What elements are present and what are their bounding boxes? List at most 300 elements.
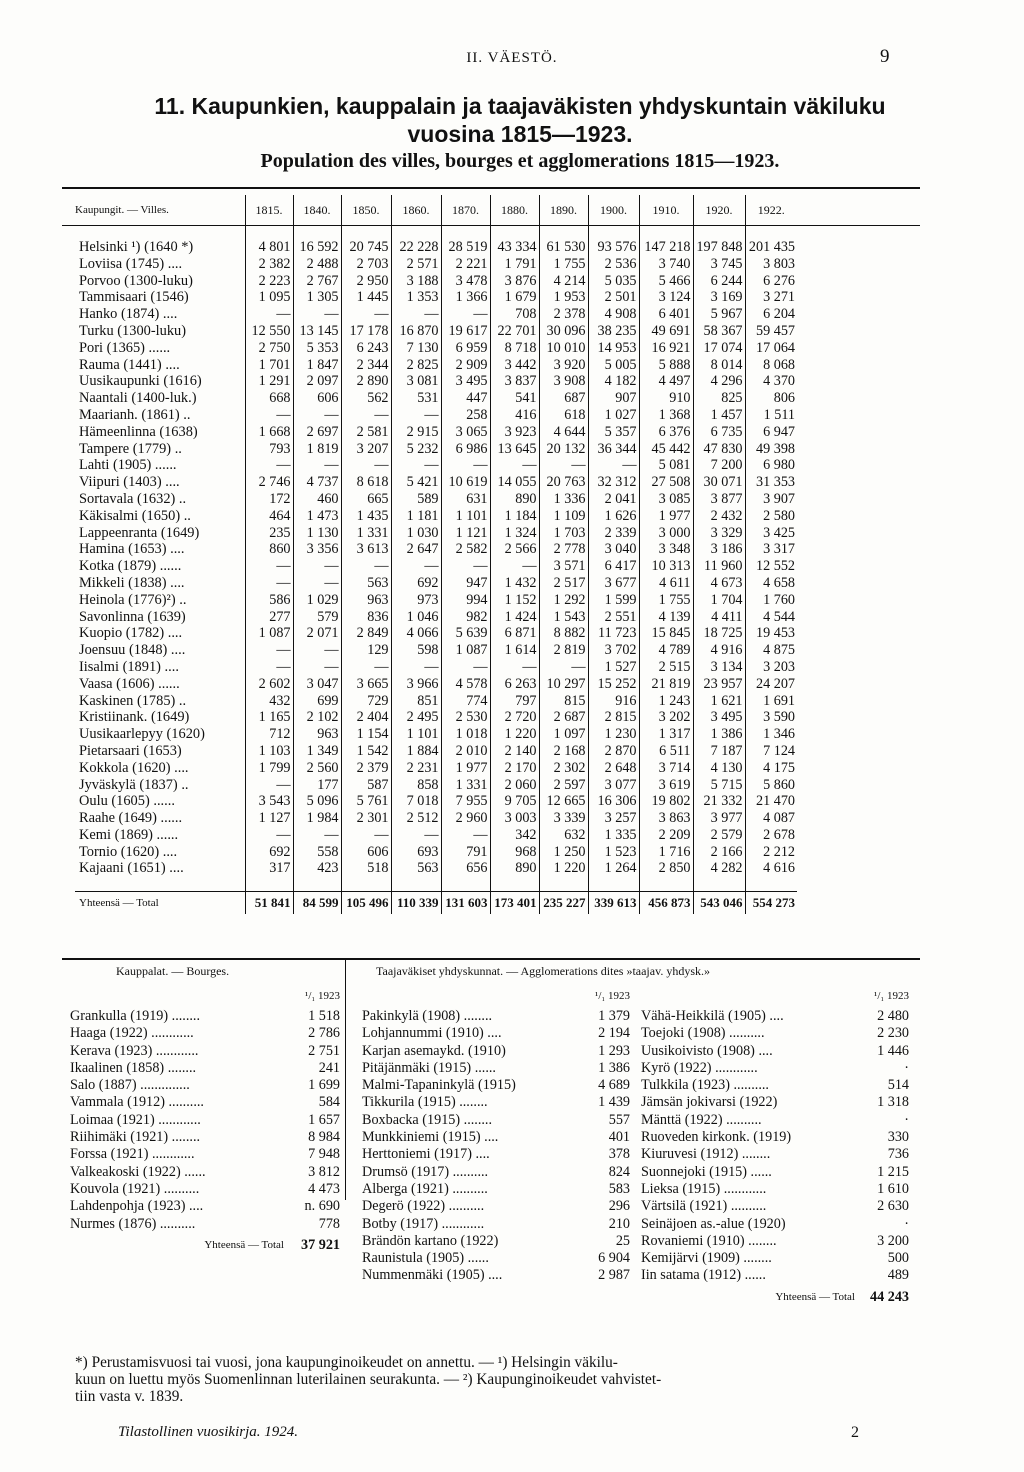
section-divider xyxy=(345,960,346,1200)
population-cell: 1 220 xyxy=(539,860,588,877)
population-value: · xyxy=(904,1059,909,1076)
population-cell: 729 xyxy=(341,693,391,710)
population-cell: 963 xyxy=(293,726,341,743)
population-cell: 2 819 xyxy=(539,642,588,659)
list-item xyxy=(641,1198,911,1215)
population-value: 2 987 xyxy=(598,1267,630,1284)
population-cell: 47 830 xyxy=(693,441,745,458)
population-cell: 3 000 xyxy=(639,525,693,542)
total-value: 37 921 xyxy=(300,1237,340,1254)
population-cell: 416 xyxy=(490,407,539,424)
population-cell: 1 445 xyxy=(341,289,391,306)
list-item xyxy=(362,1008,632,1025)
population-cell: 1 103 xyxy=(245,743,293,760)
population-cell: 5 035 xyxy=(588,273,639,290)
population-cell: 586 xyxy=(245,592,293,609)
column-header-year: 1860. xyxy=(391,195,441,225)
date-header-row xyxy=(641,986,911,1008)
place-name: Alberga (1921) .......... xyxy=(362,1180,488,1197)
population-cell: 1 668 xyxy=(245,424,293,441)
total-cell: 105 496 xyxy=(341,892,391,915)
list-item xyxy=(641,1267,911,1284)
population-value: 1 293 xyxy=(598,1042,630,1059)
population-cell: 3 356 xyxy=(293,541,341,558)
population-value: 2 786 xyxy=(308,1025,340,1042)
bourges-heading: Kauppalat. — Bourges. xyxy=(116,964,230,978)
population-cell: 197 848 xyxy=(693,239,745,256)
total-cell: 110 339 xyxy=(391,892,441,915)
place-name: Loimaa (1921) ............ xyxy=(70,1111,201,1128)
list-item xyxy=(641,1025,911,1042)
population-cell: 973 xyxy=(391,592,441,609)
place-name: Rovaniemi (1910) ........ xyxy=(641,1232,777,1249)
place-name: Forssa (1921) ............ xyxy=(70,1146,195,1163)
city-name: Tornio (1620) .... xyxy=(79,843,178,860)
list-item xyxy=(362,1198,632,1215)
population-cell: 2 517 xyxy=(539,575,588,592)
total-cell: 173 401 xyxy=(490,892,539,915)
population-cell: 235 xyxy=(245,525,293,542)
spacer-cell xyxy=(75,225,245,239)
population-cell: 2 687 xyxy=(539,709,588,726)
city-name: Pietarsaari (1653) xyxy=(79,742,182,759)
population-cell: 2 166 xyxy=(693,844,745,861)
population-cell: 4 616 xyxy=(745,860,797,877)
population-cell: 4 087 xyxy=(745,810,797,827)
city-name: Kokkola (1620) .... xyxy=(79,759,189,776)
list-item xyxy=(641,1181,911,1198)
population-cell: 2 581 xyxy=(341,424,391,441)
population-cell: 3 677 xyxy=(588,575,639,592)
population-cell: 2 515 xyxy=(639,659,693,676)
population-cell: 1 701 xyxy=(245,357,293,374)
population-cell: 1 819 xyxy=(293,441,341,458)
place-name: Kemijärvi (1909) ........ xyxy=(641,1250,772,1267)
population-cell: 1 046 xyxy=(391,609,441,626)
population-cell: 890 xyxy=(490,491,539,508)
city-name: Hamina (1653) .... xyxy=(79,541,185,558)
population-cell: 1 243 xyxy=(639,693,693,710)
spacer-cell xyxy=(245,877,293,892)
population-cell: 6 204 xyxy=(745,306,797,323)
place-name: Seinäjoen as.-alue (1920) xyxy=(641,1215,786,1232)
population-cell: 3 714 xyxy=(639,760,693,777)
population-value: 584 xyxy=(318,1094,340,1111)
population-cell: 791 xyxy=(441,844,490,861)
city-name: Joensuu (1848) .... xyxy=(79,642,186,659)
city-name: Kemi (1869) ...... xyxy=(79,826,179,843)
population-value: 2 751 xyxy=(308,1042,340,1059)
city-name: Loviisa (1745) .... xyxy=(79,255,183,272)
date-header: ¹/₁ 1923 xyxy=(305,990,340,1003)
population-cell: 15 252 xyxy=(588,676,639,693)
population-cell: 2 551 xyxy=(588,609,639,626)
population-cell: 58 367 xyxy=(693,323,745,340)
population-cell: 12 550 xyxy=(245,323,293,340)
population-cell: — xyxy=(391,827,441,844)
population-cell: 5 639 xyxy=(441,625,490,642)
population-cell: 129 xyxy=(341,642,391,659)
list-item xyxy=(362,1060,632,1077)
population-cell: 1 884 xyxy=(391,743,441,760)
population-cell: 3 740 xyxy=(639,256,693,273)
spacer-cell xyxy=(441,877,490,892)
population-cell: 2 597 xyxy=(539,777,588,794)
population-value: 500 xyxy=(887,1250,909,1267)
population-cell: 18 725 xyxy=(693,625,745,642)
population-cell: — xyxy=(293,306,341,323)
population-cell: — xyxy=(245,659,293,676)
spacer-cell xyxy=(75,877,245,892)
spacer-cell xyxy=(441,225,490,239)
total-row xyxy=(641,1285,911,1311)
place-name: Lohjannummi (1910) .... xyxy=(362,1025,502,1042)
list-item xyxy=(70,1025,342,1042)
city-name: Uusikaupunki (1616) xyxy=(79,373,202,390)
population-value: 296 xyxy=(608,1198,630,1215)
population-value: 1 699 xyxy=(308,1077,340,1094)
population-cell: 1 386 xyxy=(693,726,745,743)
table-row xyxy=(75,659,797,676)
city-name: Raahe (1649) ...... xyxy=(79,810,183,827)
population-cell: 2 495 xyxy=(391,709,441,726)
top-rule xyxy=(62,187,920,189)
population-cell: 7 955 xyxy=(441,793,490,810)
population-cell: — xyxy=(245,575,293,592)
population-cell: 172 xyxy=(245,491,293,508)
population-cell: 3 169 xyxy=(693,289,745,306)
population-cell: 518 xyxy=(341,860,391,877)
population-cell: 1 230 xyxy=(588,726,639,743)
population-cell: 6 871 xyxy=(490,625,539,642)
population-cell: 2 432 xyxy=(693,508,745,525)
spacer-cell xyxy=(341,877,391,892)
population-cell: 1 543 xyxy=(539,609,588,626)
list-item xyxy=(70,1146,342,1163)
population-cell: — xyxy=(391,457,441,474)
population-cell: 1 291 xyxy=(245,373,293,390)
population-cell: 3 065 xyxy=(441,424,490,441)
population-cell: 1 432 xyxy=(490,575,539,592)
population-cell: 815 xyxy=(539,693,588,710)
population-cell: 423 xyxy=(293,860,341,877)
population-value: 514 xyxy=(887,1077,909,1094)
population-cell: 4 658 xyxy=(745,575,797,592)
population-cell: 2 915 xyxy=(391,424,441,441)
population-cell: — xyxy=(293,407,341,424)
population-cell: 2 579 xyxy=(693,827,745,844)
column-header-year: 1922. xyxy=(745,195,797,225)
population-cell: 3 124 xyxy=(639,289,693,306)
population-cell: — xyxy=(341,659,391,676)
total-cell: 131 603 xyxy=(441,892,490,915)
population-cell: — xyxy=(245,457,293,474)
population-cell: 277 xyxy=(245,609,293,626)
population-cell: 587 xyxy=(341,777,391,794)
table-row xyxy=(75,525,797,542)
population-cell: 23 957 xyxy=(693,676,745,693)
population-cell: 1 101 xyxy=(441,508,490,525)
population-cell: 1 030 xyxy=(391,525,441,542)
population-cell: 1 614 xyxy=(490,642,539,659)
population-cell: 3 442 xyxy=(490,357,539,374)
table-row xyxy=(75,709,797,726)
population-cell: 631 xyxy=(441,491,490,508)
population-cell: 1 027 xyxy=(588,407,639,424)
list-item xyxy=(641,1060,911,1077)
list-item xyxy=(641,1094,911,1111)
population-cell: 4 130 xyxy=(693,760,745,777)
population-cell: 1 305 xyxy=(293,289,341,306)
population-cell: 3 202 xyxy=(639,709,693,726)
population-cell: — xyxy=(391,407,441,424)
list-item xyxy=(641,1112,911,1129)
population-cell: 2 950 xyxy=(341,273,391,290)
city-name: Lahti (1905) ...... xyxy=(79,457,177,474)
population-cell: 4 497 xyxy=(639,373,693,390)
population-cell: 3 920 xyxy=(539,357,588,374)
list-item xyxy=(362,1025,632,1042)
population-cell: 16 921 xyxy=(639,340,693,357)
population-cell: 93 576 xyxy=(588,239,639,256)
population-cell: 693 xyxy=(391,844,441,861)
place-name: Herttoniemi (1917) .... xyxy=(362,1146,490,1163)
population-cell: — xyxy=(293,827,341,844)
column-header-year: 1840. xyxy=(293,195,341,225)
total-row xyxy=(75,892,797,915)
header-rule xyxy=(62,225,920,226)
spacer-cell xyxy=(745,877,797,892)
list-item xyxy=(641,1077,911,1094)
population-cell: — xyxy=(341,457,391,474)
total-label: Yhteensä — Total xyxy=(75,892,245,915)
population-cell: 1 755 xyxy=(639,592,693,609)
population-value: 7 948 xyxy=(308,1146,340,1163)
table-row xyxy=(75,592,797,609)
list-item xyxy=(641,1216,911,1233)
population-cell: 21 332 xyxy=(693,793,745,810)
population-cell: 3 966 xyxy=(391,676,441,693)
population-cell: 2 212 xyxy=(745,844,797,861)
population-cell: 24 207 xyxy=(745,676,797,693)
population-cell: — xyxy=(293,575,341,592)
population-cell: 2 344 xyxy=(341,357,391,374)
place-name: Nummenmäki (1905) .... xyxy=(362,1267,503,1284)
place-name: Nurmes (1876) .......... xyxy=(70,1215,196,1232)
table-row xyxy=(75,793,797,810)
population-cell: 13 145 xyxy=(293,323,341,340)
spacer-cell xyxy=(391,225,441,239)
column-header-year: 1870. xyxy=(441,195,490,225)
population-cell: 27 508 xyxy=(639,474,693,491)
population-cell: 17 178 xyxy=(341,323,391,340)
total-cell: 554 273 xyxy=(745,892,797,915)
city-name: Pori (1365) ...... xyxy=(79,339,171,356)
population-value: 1 439 xyxy=(598,1094,630,1111)
population-cell: 1 691 xyxy=(745,693,797,710)
population-cell: 3 047 xyxy=(293,676,341,693)
population-cell: 258 xyxy=(441,407,490,424)
table-row xyxy=(75,390,797,407)
population-cell: 2 580 xyxy=(745,508,797,525)
population-cell: 6 947 xyxy=(745,424,797,441)
place-name: Boxbacka (1915) ........ xyxy=(362,1111,493,1128)
population-cell: 20 745 xyxy=(341,239,391,256)
population-cell: 21 470 xyxy=(745,793,797,810)
population-cell: 460 xyxy=(293,491,341,508)
population-cell: 2 339 xyxy=(588,525,639,542)
footer-number: 2 xyxy=(851,1424,859,1441)
population-value: 378 xyxy=(608,1146,630,1163)
population-cell: 32 312 xyxy=(588,474,639,491)
population-cell: 2 102 xyxy=(293,709,341,726)
city-name: Kuopio (1782) .... xyxy=(79,625,183,642)
population-cell: 890 xyxy=(490,860,539,877)
population-cell: 2 560 xyxy=(293,760,341,777)
city-name: Rauma (1441) .... xyxy=(79,356,180,373)
population-value: 2 480 xyxy=(877,1008,909,1024)
footnote-line: kuun on luettu myös Suomenlinnan luterilainen seurakunta. — ²) Kaupunginoikeudet vahvistet- xyxy=(75,1371,662,1388)
table-row xyxy=(75,373,797,390)
population-cell: 2 231 xyxy=(391,760,441,777)
population-cell: 6 511 xyxy=(639,743,693,760)
population-cell: 1 250 xyxy=(539,844,588,861)
city-name: Heinola (1776)²) .. xyxy=(79,591,187,608)
city-name: Hanko (1874) .... xyxy=(79,306,178,323)
list-item xyxy=(362,1216,632,1233)
agglomerations-table-left xyxy=(362,986,632,1285)
population-cell: 1 349 xyxy=(293,743,341,760)
place-name: Tikkurila (1915) ........ xyxy=(362,1094,488,1111)
city-name: Käkisalmi (1650) .. xyxy=(79,507,191,524)
population-cell: 1 977 xyxy=(441,760,490,777)
population-cell: 11 723 xyxy=(588,625,639,642)
place-name: Lieksa (1915) ............ xyxy=(641,1180,767,1197)
population-cell: — xyxy=(441,659,490,676)
place-name: Botby (1917) ............ xyxy=(362,1215,485,1232)
population-cell: 3 040 xyxy=(588,541,639,558)
city-name: Uusikaarlepyy (1620) xyxy=(79,726,205,743)
population-cell: 317 xyxy=(245,860,293,877)
city-name: Sortavala (1632) .. xyxy=(79,490,187,507)
city-name: Helsinki ¹) (1640 *) xyxy=(79,239,194,255)
footnote-line: tiin vasta v. 1839. xyxy=(75,1388,184,1405)
agglomerations-heading: Taajaväkiset yhdyskunnat. — Agglomerations dites »taajav. yhdysk.» xyxy=(376,964,710,978)
table-row xyxy=(75,256,797,273)
population-value: 2 630 xyxy=(877,1198,909,1215)
footnote-line: *) Perustamisvuosi tai vuosi, jona kaupunginoikeudet on annettu. — ¹) Helsingin väkilu- xyxy=(75,1354,618,1371)
city-name: Kristiinank. (1649) xyxy=(79,709,190,726)
population-value: 3 200 xyxy=(877,1232,909,1249)
population-cell: — xyxy=(245,558,293,575)
population-cell: 1 626 xyxy=(588,508,639,525)
population-value: 330 xyxy=(887,1129,909,1146)
population-cell: — xyxy=(341,558,391,575)
table-row xyxy=(75,777,797,794)
table-header-row xyxy=(75,195,797,225)
population-cell: 12 552 xyxy=(745,558,797,575)
list-item xyxy=(362,1146,632,1163)
population-cell: — xyxy=(341,827,391,844)
population-cell: 2 767 xyxy=(293,273,341,290)
population-cell: 30 071 xyxy=(693,474,745,491)
population-cell: 6 244 xyxy=(693,273,745,290)
population-cell: 36 344 xyxy=(588,441,639,458)
population-cell: 3 803 xyxy=(745,256,797,273)
population-cell: 1 095 xyxy=(245,289,293,306)
population-cell: 2 501 xyxy=(588,289,639,306)
place-name: Kiuruvesi (1912) ........ xyxy=(641,1146,771,1163)
population-cell: 4 737 xyxy=(293,474,341,491)
table-row xyxy=(75,340,797,357)
population-cell: 2 678 xyxy=(745,827,797,844)
population-cell: 1 152 xyxy=(490,592,539,609)
footer-source: Tilastollinen vuosikirja. 1924. xyxy=(118,1424,299,1440)
population-cell: 858 xyxy=(391,777,441,794)
population-cell: 2 209 xyxy=(639,827,693,844)
population-cell: 797 xyxy=(490,693,539,710)
population-cell: 20 763 xyxy=(539,474,588,491)
list-item xyxy=(362,1112,632,1129)
population-cell: 1 791 xyxy=(490,256,539,273)
population-cell: 1 331 xyxy=(441,777,490,794)
place-name: Vammala (1912) .......... xyxy=(70,1094,204,1111)
population-cell: 1 109 xyxy=(539,508,588,525)
population-value: 824 xyxy=(608,1163,630,1180)
population-cell: 1 473 xyxy=(293,508,341,525)
population-cell: 2 041 xyxy=(588,491,639,508)
population-cell: 3 907 xyxy=(745,491,797,508)
population-cell: 49 691 xyxy=(639,323,693,340)
population-cell: — xyxy=(391,659,441,676)
total-cell: 339 613 xyxy=(588,892,639,915)
population-cell: 5 466 xyxy=(639,273,693,290)
city-name: Naantali (1400-luk.) xyxy=(79,390,197,407)
population-cell: 982 xyxy=(441,609,490,626)
population-cell: 1 018 xyxy=(441,726,490,743)
population-value: 1 610 xyxy=(877,1180,909,1197)
title-line-1: 11. Kaupunkien, kauppalain ja taajaväkisten yhdyskuntain väkiluku xyxy=(154,93,886,119)
population-cell: 2 168 xyxy=(539,743,588,760)
list-item xyxy=(641,1250,911,1267)
population-cell: 6 735 xyxy=(693,424,745,441)
place-name: Tulkkila (1923) .......... xyxy=(641,1077,769,1094)
population-value: 1 657 xyxy=(308,1111,340,1128)
population-cell: 3 203 xyxy=(745,659,797,676)
table-row xyxy=(75,289,797,306)
population-cell: — xyxy=(245,827,293,844)
population-cell: 1 264 xyxy=(588,860,639,877)
city-name: Lappeenranta (1649) xyxy=(79,524,200,541)
list-item xyxy=(641,1043,911,1060)
total-label: Yhteensä — Total xyxy=(775,1291,855,1304)
population-cell: 10 619 xyxy=(441,474,490,491)
population-cell: 4 789 xyxy=(639,642,693,659)
population-cell: 3 085 xyxy=(639,491,693,508)
column-header-year: 1910. xyxy=(639,195,693,225)
population-table xyxy=(75,195,797,914)
population-cell: 3 543 xyxy=(245,793,293,810)
population-cell: 3 745 xyxy=(693,256,745,273)
city-name: Tammisaari (1546) xyxy=(79,289,189,306)
place-name: Drumsö (1917) .......... xyxy=(362,1163,489,1180)
population-cell: — xyxy=(245,306,293,323)
population-cell: 3 317 xyxy=(745,541,797,558)
column-header-year: 1920. xyxy=(693,195,745,225)
table-row xyxy=(75,827,797,844)
population-cell: 2 648 xyxy=(588,760,639,777)
table-row xyxy=(75,810,797,827)
